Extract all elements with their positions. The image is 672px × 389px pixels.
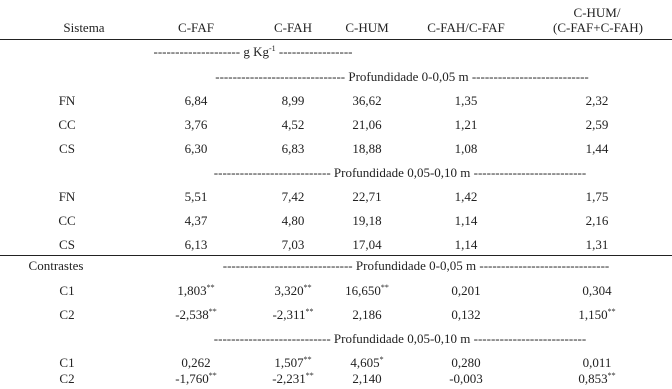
cell-cfah: 3,320** bbox=[274, 283, 312, 298]
cell-ratio2: 0,304 bbox=[582, 283, 612, 298]
row-label: C1 bbox=[59, 283, 75, 298]
contrasts-rule bbox=[0, 255, 672, 256]
cell-cfah: 7,03 bbox=[281, 237, 305, 252]
contrastes-label: Contrastes bbox=[28, 258, 84, 273]
cell-cfah: 6,83 bbox=[281, 141, 305, 156]
row-label: CC bbox=[58, 213, 76, 228]
row-label: CC bbox=[58, 117, 76, 132]
cell-cfaf: 5,51 bbox=[184, 189, 208, 204]
cell-cfaf: 6,84 bbox=[184, 93, 208, 108]
cell-ratio2: 1,75 bbox=[585, 189, 609, 204]
cell-ratio2: 0,853** bbox=[578, 371, 616, 386]
cell-cfaf: 0,262 bbox=[181, 355, 211, 370]
cell-ratio1: 1,14 bbox=[454, 237, 478, 252]
cell-chum: 16,650** bbox=[345, 283, 389, 298]
section-header-contrasts-005-010: --------------------------- Profundidade 0,05-0,10 m -------------------------- bbox=[213, 331, 587, 346]
section-header-depth-0-005: ------------------------------ Profundidade 0-0,05 m --------------------------- bbox=[215, 69, 589, 84]
cell-chum: 2,140 bbox=[352, 371, 382, 386]
cell-chum: 36,62 bbox=[352, 93, 382, 108]
cell-cfaf: 1,803** bbox=[177, 283, 215, 298]
cell-cfaf: 6,13 bbox=[184, 237, 208, 252]
row-label: C1 bbox=[59, 355, 75, 370]
cell-ratio1: 0,201 bbox=[451, 283, 481, 298]
col-header-ratio2-line2: (C-FAF+C-FAH) bbox=[553, 20, 643, 35]
cell-cfaf: -2,538** bbox=[175, 307, 217, 322]
cell-ratio1: 0,132 bbox=[451, 307, 481, 322]
cell-cfah: 1,507** bbox=[274, 355, 312, 370]
section-header-contrasts-0-005: ------------------------------ Profundidade 0-0,05 m ------------------------------ bbox=[222, 258, 610, 273]
cell-ratio1: 1,42 bbox=[454, 189, 478, 204]
col-header-cfah: C-FAH bbox=[273, 20, 313, 35]
cell-chum: 4,605* bbox=[350, 355, 384, 370]
cell-cfaf: -1,760** bbox=[175, 371, 217, 386]
header-rule bbox=[0, 39, 672, 40]
cell-cfaf: 4,37 bbox=[184, 213, 208, 228]
row-label: CS bbox=[59, 141, 75, 156]
cell-ratio2: 2,32 bbox=[585, 93, 609, 108]
cell-ratio2: 1,44 bbox=[585, 141, 609, 156]
cell-chum: 22,71 bbox=[352, 189, 382, 204]
cell-ratio2: 1,150** bbox=[578, 307, 616, 322]
cell-cfah: 4,52 bbox=[281, 117, 305, 132]
section-header-depth-005-010: --------------------------- Profundidade 0,05-0,10 m -------------------------- bbox=[213, 165, 587, 180]
cell-ratio2: 2,59 bbox=[585, 117, 609, 132]
col-header-sistema: Sistema bbox=[63, 20, 105, 35]
cell-ratio2: 2,16 bbox=[585, 213, 609, 228]
cell-cfah: 4,80 bbox=[281, 213, 305, 228]
row-label: C2 bbox=[59, 307, 75, 322]
cell-cfah: -2,231** bbox=[272, 371, 314, 386]
cell-ratio1: 0,280 bbox=[451, 355, 481, 370]
cell-ratio1: 1,35 bbox=[454, 93, 478, 108]
cell-ratio1: 1,08 bbox=[454, 141, 478, 156]
cell-chum: 18,88 bbox=[352, 141, 382, 156]
cell-ratio1: 1,14 bbox=[454, 213, 478, 228]
col-header-ratio1: C-FAH/C-FAF bbox=[427, 20, 505, 35]
cell-cfaf: 6,30 bbox=[184, 141, 208, 156]
cell-ratio1: 1,21 bbox=[454, 117, 478, 132]
cell-cfah: 8,99 bbox=[281, 93, 305, 108]
col-header-cfaf: C-FAF bbox=[178, 20, 214, 35]
row-label: FN bbox=[58, 189, 76, 204]
cell-cfaf: 3,76 bbox=[184, 117, 208, 132]
cell-chum: 19,18 bbox=[352, 213, 382, 228]
cell-ratio2: 0,011 bbox=[582, 355, 612, 370]
row-label: C2 bbox=[59, 371, 75, 386]
cell-ratio1: -0,003 bbox=[449, 371, 483, 386]
cell-chum: 2,186 bbox=[352, 307, 382, 322]
cell-ratio2: 1,31 bbox=[585, 237, 609, 252]
cell-chum: 21,06 bbox=[352, 117, 382, 132]
col-header-chum: C-HUM bbox=[345, 20, 389, 35]
row-label: CS bbox=[59, 237, 75, 252]
col-header-ratio2-line1: C-HUM/ bbox=[573, 5, 621, 20]
cell-cfah: -2,311** bbox=[272, 307, 314, 322]
cell-cfah: 7,42 bbox=[281, 189, 305, 204]
row-label: FN bbox=[58, 93, 76, 108]
unit-row: -------------------- g $Kg^{-1}$ ----------------- bbox=[153, 44, 353, 59]
cell-chum: 17,04 bbox=[352, 237, 382, 252]
